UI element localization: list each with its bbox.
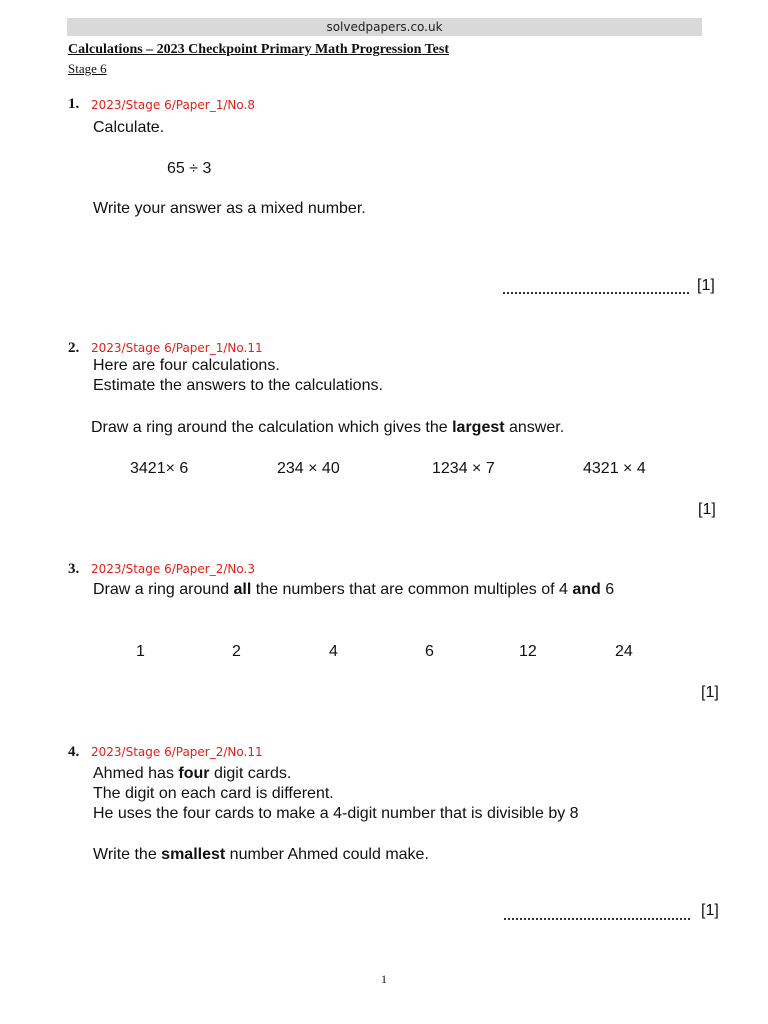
question-4-line-4: Write the smallest number Ahmed could make. <box>93 846 429 863</box>
question-2-number: 2. <box>68 340 80 356</box>
question-2-mark: [1] <box>698 501 716 518</box>
question-3-option-1[interactable]: 1 <box>136 643 145 660</box>
question-2-option-3[interactable]: 1234 × 7 <box>432 460 495 477</box>
page-title: Calculations – 2023 Checkpoint Primary Math Progression Test <box>68 42 449 57</box>
question-2-option-4[interactable]: 4321 × 4 <box>583 460 646 477</box>
question-2-line-2: Estimate the answers to the calculations. <box>93 377 383 394</box>
question-1-source: 2023/Stage 6/Paper_1/No.8 <box>91 98 255 112</box>
question-1-expression: 65 ÷ 3 <box>167 160 212 177</box>
question-2-source: 2023/Stage 6/Paper_1/No.11 <box>91 341 263 355</box>
question-3-option-6[interactable]: 24 <box>615 643 633 660</box>
question-4-line-3: He uses the four cards to make a 4-digit number that is divisible by 8 <box>93 805 579 822</box>
question-3-option-5[interactable]: 12 <box>519 643 537 660</box>
question-2-option-1[interactable]: 3421× 6 <box>130 460 189 477</box>
question-4-mark: [1] <box>701 902 719 919</box>
question-2-line-1: Here are four calculations. <box>93 357 280 374</box>
question-1-answer-line[interactable] <box>503 292 689 294</box>
question-1-instruction: Calculate. <box>93 119 165 136</box>
question-1-mark: [1] <box>697 277 715 294</box>
question-1-number: 1. <box>68 96 80 112</box>
question-4-number: 4. <box>68 744 80 760</box>
question-3-option-3[interactable]: 4 <box>329 643 338 660</box>
question-2-option-2[interactable]: 234 × 40 <box>277 460 340 477</box>
question-4-source: 2023/Stage 6/Paper_2/No.11 <box>91 745 263 759</box>
question-4-line-2: The digit on each card is different. <box>93 785 334 802</box>
question-3-mark: [1] <box>701 684 719 701</box>
site-banner: solvedpapers.co.uk <box>67 18 702 36</box>
question-3-option-4[interactable]: 6 <box>425 643 434 660</box>
question-3-number: 3. <box>68 561 80 577</box>
question-4-line-1: Ahmed has four digit cards. <box>93 765 292 782</box>
question-3-option-2[interactable]: 2 <box>232 643 241 660</box>
page-number: 1 <box>381 972 387 986</box>
question-1-task: Write your answer as a mixed number. <box>93 200 366 217</box>
question-3-source: 2023/Stage 6/Paper_2/No.3 <box>91 562 255 576</box>
question-3-line-1: Draw a ring around all the numbers that are common multiples of 4 and 6 <box>93 581 615 598</box>
question-4-answer-line[interactable] <box>504 918 690 920</box>
question-2-line-3: Draw a ring around the calculation which gives the largest answer. <box>91 419 565 436</box>
page-subtitle: Stage 6 <box>68 61 107 76</box>
